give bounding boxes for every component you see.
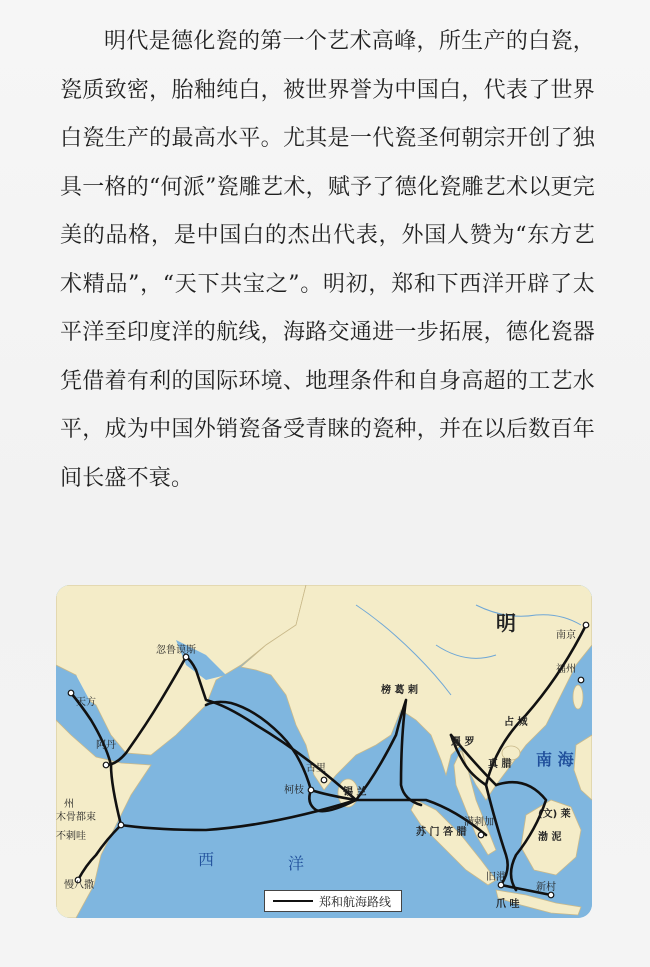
legend-label: 郑和航海路线 [319, 894, 392, 909]
port-marker [103, 762, 109, 768]
place-label-palembang: 旧港 [486, 872, 506, 883]
place-label-aden: 阿丹 [96, 740, 116, 751]
port-marker [583, 622, 589, 628]
map-graphic [56, 585, 592, 918]
place-label-sumatra: 苏 门 答 腊 [416, 827, 467, 838]
hainan-island [502, 746, 520, 760]
taiwan-island [573, 685, 583, 709]
place-label-ceylon: 锡 兰 [343, 787, 367, 798]
port-marker [321, 777, 327, 783]
region-label-south-sea: 南 海 [536, 750, 574, 769]
port-marker [498, 882, 504, 888]
port-marker [118, 822, 124, 828]
place-label-siam: 暹 罗 [451, 737, 475, 748]
place-label-brava: 不剌哇 [56, 831, 86, 842]
place-label-champa: 占 城 [504, 717, 528, 728]
place-label-mombasa: 慢八撒 [64, 880, 94, 891]
port-marker [68, 690, 74, 696]
place-label-java: 爪 哇 [496, 899, 520, 910]
place-label-nanjing: 南京 [556, 630, 576, 641]
map-legend [264, 890, 402, 912]
place-label-wenlai: (文) 莱 [538, 809, 571, 820]
place-label-hormuz: 忽鲁谟斯 [156, 645, 196, 656]
port-marker [548, 892, 554, 898]
place-label-zhenla: 真 腊 [488, 759, 512, 770]
port-marker [308, 787, 314, 793]
place-label-xincun: 新村 [536, 882, 556, 893]
place-label-mecca: 天方 [76, 697, 96, 708]
place-label-malacca: 满剌加 [464, 817, 494, 828]
place-label-fuzhou: 福州 [556, 664, 576, 675]
port-marker [578, 677, 584, 683]
place-label-bengal: 榜 葛 剌 [381, 685, 418, 696]
article [60, 18, 595, 503]
port-marker [478, 832, 484, 838]
place-label-borneo: 渤 泥 [538, 832, 562, 843]
place-label-zhou: 州 [64, 799, 74, 810]
place-label-cochin: 柯枝 [284, 785, 304, 796]
legend-line-swatch [273, 900, 313, 902]
region-label-west-2: 洋 [288, 854, 305, 873]
article-paragraph: 明代是德化瓷的第一个艺术高峰，所生产的白瓷，瓷质致密，胎釉纯白，被世界誉为中国白，代表了世界白瓷生产的最高水平。尤其是一代瓷圣何朝宗开创了独具一格的“何派”瓷雕艺术，赋予了德化瓷雕艺术以更完美的品格，是中国白的杰出代表，外国人赞为“东方艺术精品”，“天下共宝之”。明初，郑和下西洋开辟了太平洋至印度洋的航线，海路交通进一步拓展，德化瓷器凭借着有利的国际环境、地理条件和自身高超的工艺水平，成为中国外销瓷备受青睐的瓷种，并在以后数百年间长盛不衰。 [60, 29, 595, 491]
region-label-ming: 明 [496, 611, 516, 635]
region-label-west-1: 西 [198, 850, 215, 869]
place-label-mogadishu: 木骨都束 [56, 812, 96, 823]
place-label-calicut: 古里 [306, 763, 326, 774]
zheng-he-route-map [56, 585, 592, 918]
